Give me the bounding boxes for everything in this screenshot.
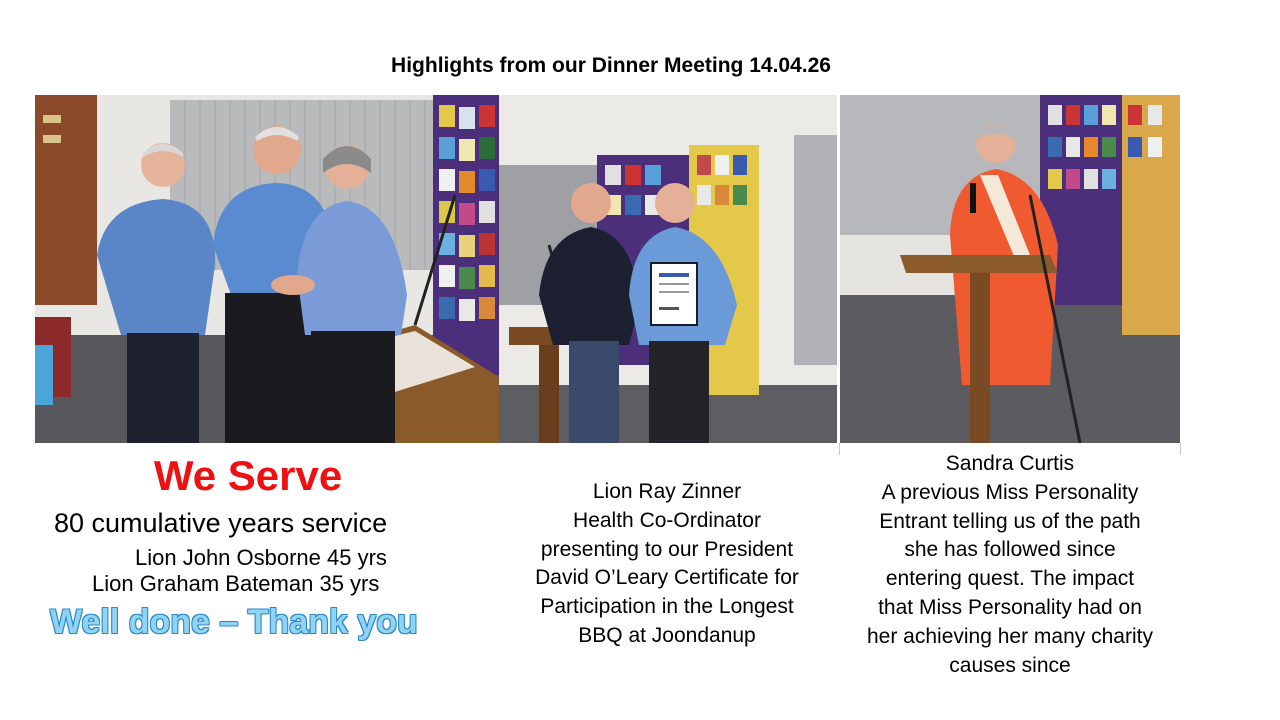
caption-line: presenting to our President — [540, 537, 794, 561]
caption-line: BBQ at Joondanup — [578, 623, 756, 647]
column-divider — [1180, 443, 1181, 455]
members-photo — [35, 95, 499, 443]
caption-line: Lion Ray Zinner — [592, 480, 742, 503]
caption-line: Entrant telling us of the path — [879, 509, 1141, 533]
caption-line: that Miss Personality had on — [878, 595, 1142, 619]
caption-line: entering quest. The impact — [885, 567, 1135, 591]
speaker-photo — [840, 95, 1180, 443]
caption-line: Participation in the Longest — [540, 595, 794, 619]
we-serve-headline: We Serve — [153, 452, 343, 499]
certificate-photo — [499, 95, 837, 443]
certificate-caption — [499, 478, 835, 651]
caption-line: Health Co-Ordinator — [573, 508, 761, 532]
member-line: Lion Graham Bateman 35 yrs — [92, 571, 380, 596]
speaker-caption — [840, 450, 1180, 680]
thank-you-text: Well done – Thank you — [50, 603, 418, 641]
caption-line: David O’Leary Certificate for — [535, 566, 799, 590]
caption-line: A previous Miss Personality — [881, 480, 1139, 504]
caption-line: causes since — [949, 653, 1071, 677]
cumulative-years-text: 80 cumulative years service — [54, 508, 388, 538]
slide-title: Highlights from our Dinner Meeting 14.04.26 — [391, 54, 831, 77]
caption-line: she has followed since — [904, 538, 1116, 562]
caption-line: her achieving her many charity — [867, 624, 1153, 648]
member-line: Lion John Osborne 45 yrs — [135, 545, 387, 570]
caption-line: Sandra Curtis — [945, 452, 1075, 475]
